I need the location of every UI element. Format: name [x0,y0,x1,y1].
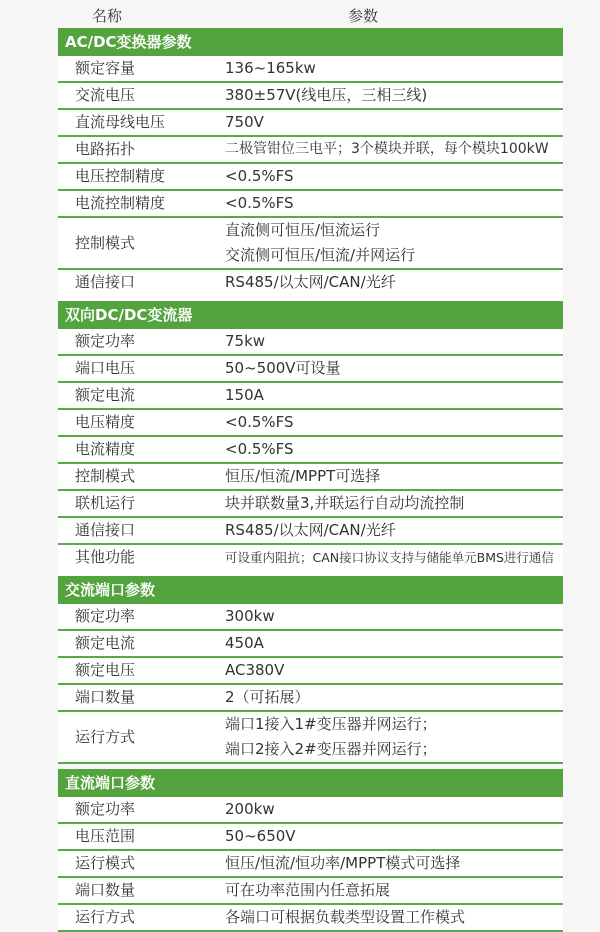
table-row [58,56,563,83]
row-value [225,191,563,216]
table-row [58,218,563,270]
table-row [58,851,563,878]
row-label: 控制模式 [75,467,136,485]
row-value [225,905,563,930]
row-value [225,110,563,135]
row-value [225,164,563,189]
row-value-line: 150A [225,386,264,404]
row-label: 额定电流 [75,386,136,404]
row-value-line: 200kw [225,800,275,818]
row-value [225,491,563,516]
column-header-name: 名称 [92,7,123,25]
row-value [225,329,563,354]
column-header-param: 参数 [348,7,379,25]
row-label: 端口数量 [75,881,136,899]
row-value-line: 二极管钳位三电平；3个模块并联，每个模块100kW [225,141,549,157]
row-label: 额定电流 [75,634,136,652]
table-row [58,797,563,824]
row-label: 运行方式 [75,727,136,746]
section-title: 直流端口参数 [65,774,156,792]
row-label: 电路拓扑 [75,140,136,158]
row-label: 电压范围 [75,827,136,845]
row-value-line: 50~500V可设量 [225,359,341,377]
table-row [58,110,563,137]
row-label: 电流精度 [75,440,136,458]
row-value-line: RS485/以太网/CAN/光纤 [225,273,396,291]
row-value [225,545,563,570]
row-value-line: 可在功率范围内任意拓展 [225,881,391,899]
row-value-line: 恒压/恒流/MPPT可选择 [225,467,381,485]
table-header-row [58,0,563,28]
row-value-line: <0.5%FS [225,167,294,185]
table-row [58,464,563,491]
row-value [225,137,563,162]
row-value [225,797,563,822]
table-row [58,137,563,164]
table-row [58,191,563,218]
row-value [225,437,563,462]
row-label: 控制模式 [75,233,136,252]
row-value-line: 块并联数量3,并联运行自动均流控制 [225,494,465,512]
row-value-line: 各端口可根据负载类型设置工作模式 [225,908,466,926]
table-row [58,658,563,685]
row-label: 运行模式 [75,854,136,872]
row-label: 交流电压 [75,86,136,104]
section [58,301,563,576]
table-row [58,604,563,631]
row-value-line: 可设重内阻抗；CAN接口协议支持与储能单元BMS进行通信 [225,550,554,565]
row-value [225,83,563,108]
row-value [225,604,563,629]
row-value [225,658,563,683]
row-label: 额定容量 [75,59,136,77]
row-value-line: 交流侧可恒压/恒流/并网运行 [225,246,416,264]
row-label: 额定功率 [75,332,136,350]
row-value [225,270,563,295]
table-row [58,685,563,712]
table-row [58,410,563,437]
row-label: 额定电压 [75,661,136,679]
row-value-line: 750V [225,113,264,131]
row-value [225,712,563,762]
row-value [225,878,563,903]
row-value-line: 恒压/恒流/恒功率/MPPT模式可选择 [225,854,461,872]
row-value [225,383,563,408]
section-header-bar [58,576,563,604]
section-header-bar [58,28,563,56]
row-label: 额定功率 [75,800,136,818]
row-value-line: 136~165kw [225,59,316,77]
row-value-line: <0.5%FS [225,194,294,212]
table-row [58,164,563,191]
section-title: 交流端口参数 [65,581,156,599]
row-value-line: 300kw [225,607,275,625]
row-value [225,518,563,543]
table-row [58,329,563,356]
row-value-line: 直流侧可恒压/恒流运行 [225,221,381,239]
row-value-line: 端口1接入1#变压器并网运行； [225,715,437,733]
row-label: 电流控制精度 [75,194,166,212]
row-value [225,851,563,876]
row-value-line: AC380V [225,661,285,679]
row-value [225,218,563,268]
section [58,769,563,932]
section-header-bar [58,769,563,797]
row-label: 端口电压 [75,359,136,377]
row-value [225,824,563,849]
table-row [58,83,563,110]
row-value [225,685,563,710]
row-value [225,464,563,489]
row-value [225,631,563,656]
section-title: 双向DC/DC变流器 [65,306,193,324]
row-value [225,410,563,435]
table-row [58,518,563,545]
row-value-line: 75kw [225,332,266,350]
row-value-line: 380±57V(线电压，三相三线) [225,86,428,104]
table-row [58,824,563,851]
table-row [58,356,563,383]
table-row [58,270,563,301]
row-label: 通信接口 [75,521,136,539]
table-row [58,878,563,905]
row-label: 额定功率 [75,607,136,625]
row-label: 运行方式 [75,908,136,926]
row-value-line: 450A [225,634,264,652]
table-row [58,437,563,464]
section-title: AC/DC变换器参数 [65,33,192,51]
table-row [58,712,563,764]
table-row [58,545,563,576]
row-label: 联机运行 [75,494,136,512]
row-value-line: 50~650V [225,827,296,845]
row-value [225,56,563,81]
row-label: 电压精度 [75,413,136,431]
sections [58,28,563,932]
row-value-line: 端口2接入2#变压器并网运行； [225,740,437,758]
row-label: 端口数量 [75,688,136,706]
table-row [58,631,563,658]
row-value-line: RS485/以太网/CAN/光纤 [225,521,396,539]
section-header-bar [58,301,563,329]
row-label: 直流母线电压 [75,113,166,131]
row-label: 电压控制精度 [75,167,166,185]
table-row [58,383,563,410]
row-label: 其他功能 [75,548,136,566]
row-value-line: 2（可拓展） [225,688,310,706]
row-value-line: <0.5%FS [225,440,294,458]
table-row [58,905,563,932]
section [58,28,563,301]
section [58,576,563,764]
row-value-line: <0.5%FS [225,413,294,431]
row-value [225,356,563,381]
spec-table [58,0,563,932]
table-row [58,491,563,518]
row-label: 通信接口 [75,273,136,291]
